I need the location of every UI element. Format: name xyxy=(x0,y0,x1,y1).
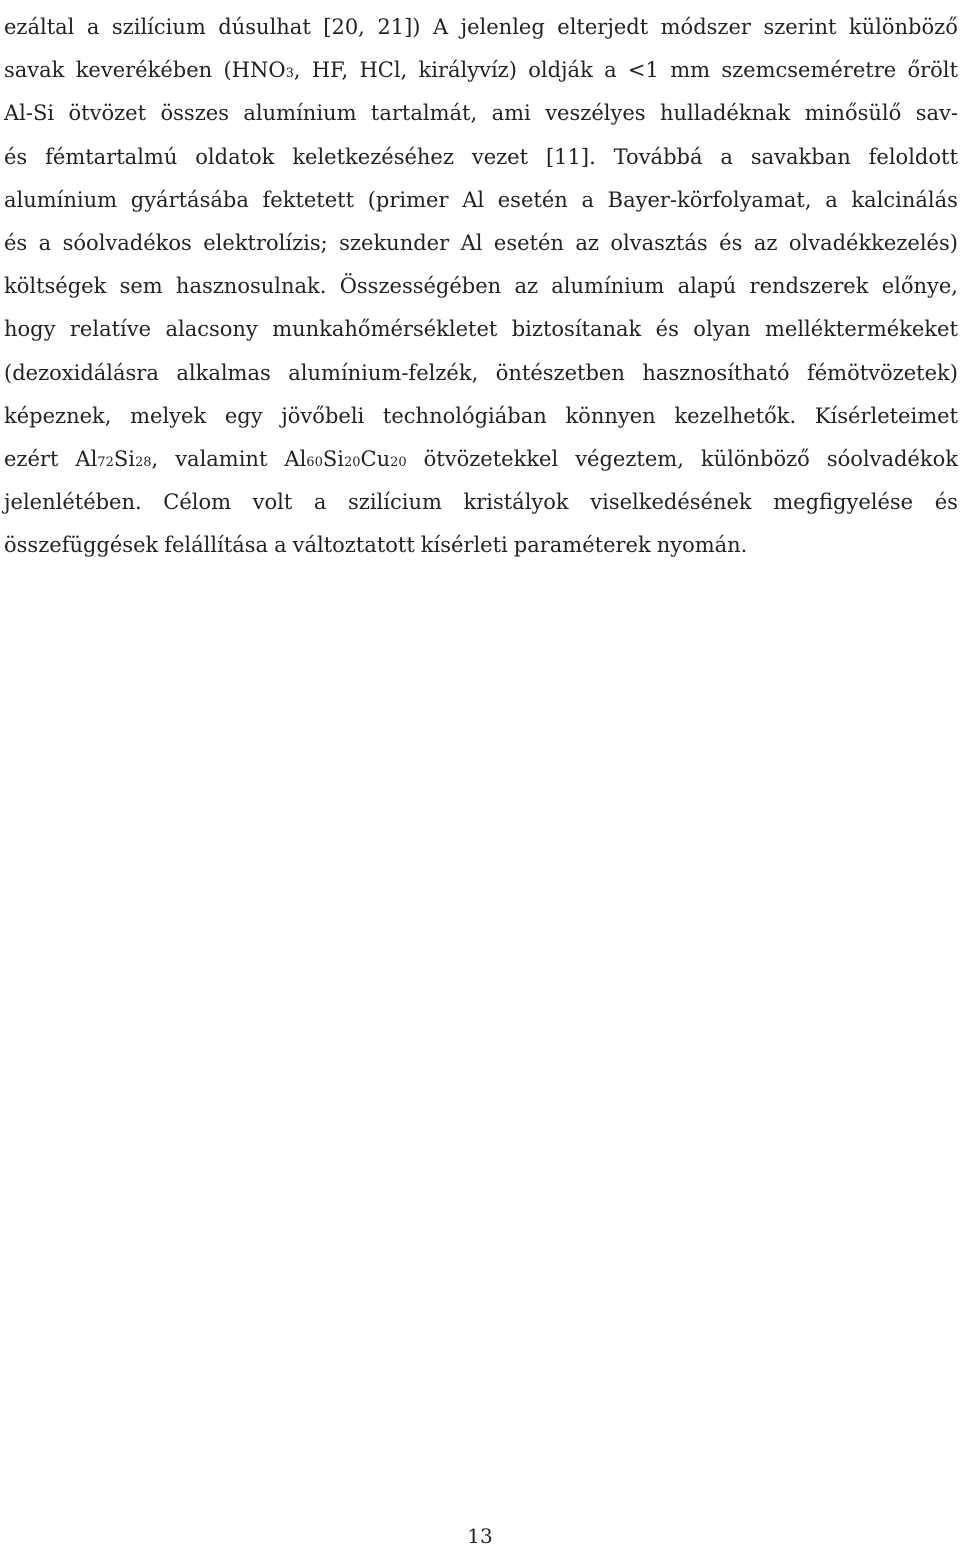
text-word: Kísérleteimet xyxy=(814,403,958,428)
text-word: őrölt xyxy=(907,58,958,83)
text-word: ötvözet xyxy=(68,101,147,126)
text-word: munkahőmérsékletet xyxy=(272,317,498,342)
text-line xyxy=(4,179,958,222)
text-word: változtatott xyxy=(292,533,415,558)
text-word: és xyxy=(4,144,28,169)
text-word: relatíve xyxy=(69,317,152,342)
text-word: jövőbeli xyxy=(281,403,365,428)
text-word: a xyxy=(581,187,594,212)
text-word: [11]. xyxy=(545,144,596,169)
text-word: szilícium xyxy=(111,15,206,39)
text-word: volt xyxy=(252,490,293,515)
text-word: , xyxy=(293,58,301,83)
text-line xyxy=(4,352,958,395)
text-word: melyek xyxy=(130,403,207,428)
text-word: 21]) xyxy=(377,15,421,39)
text-line xyxy=(4,481,958,524)
text-word: hogy xyxy=(4,317,56,342)
text-word: (HNO xyxy=(223,58,286,83)
text-word: módszer xyxy=(660,15,751,39)
text-word: kísérleti xyxy=(420,533,508,558)
text-word: vezet xyxy=(471,144,529,169)
page-number: 13 xyxy=(467,1524,493,1548)
text-word: esetén xyxy=(493,230,564,255)
text-word: nyomán. xyxy=(656,533,748,558)
text-word: kristályok xyxy=(463,490,569,515)
text-word: Összességében xyxy=(339,274,502,299)
text-word: sav- xyxy=(915,101,958,126)
text-word: Si xyxy=(322,446,344,471)
text-word: valamint xyxy=(175,446,268,471)
text-word: (dezoxidálásra xyxy=(4,360,159,385)
text-word: öntészetben xyxy=(495,360,625,385)
text-word: Al xyxy=(462,187,485,212)
text-word: jelenleg xyxy=(460,15,545,39)
text-word: ötvözetekkel xyxy=(423,446,559,471)
text-word: gyártásába xyxy=(130,187,249,212)
text-word: oldatok xyxy=(195,144,275,169)
text-word: alkalmas xyxy=(176,360,271,385)
text-word: Bayer-körfolyamat, xyxy=(607,187,812,212)
text-word: Si xyxy=(113,446,135,471)
text-word: végeztem, xyxy=(575,446,684,471)
text-word: szilícium xyxy=(348,490,442,515)
text-word: sem xyxy=(119,274,163,299)
text-word: a xyxy=(825,187,838,212)
text-word xyxy=(284,438,406,481)
text-word: egy xyxy=(224,403,263,428)
text-word: 20 xyxy=(343,454,361,470)
text-word: Al xyxy=(75,446,98,471)
text-word: alapú xyxy=(677,274,737,299)
text-word: ezáltal xyxy=(4,15,75,39)
text-word: viselkedésének xyxy=(590,490,752,515)
text-word: és xyxy=(655,317,679,342)
text-word: tartalmát, xyxy=(370,101,478,126)
text-word: alumínium xyxy=(551,274,665,299)
text-word: szekunder xyxy=(339,230,450,255)
text-word: savak xyxy=(4,58,65,83)
text-word: alacsony xyxy=(165,317,258,342)
text-word: (primer xyxy=(367,187,449,212)
text-word: [20, xyxy=(323,15,365,39)
text-word: A xyxy=(432,15,449,39)
text-word: könnyen xyxy=(565,403,656,428)
text-word: fektetett xyxy=(262,187,355,212)
text-word xyxy=(223,49,300,92)
text-word: felállítása xyxy=(164,533,269,558)
text-word: 3 xyxy=(285,66,294,82)
text-word: és xyxy=(934,490,958,515)
text-word: keletkezéséhez xyxy=(292,144,454,169)
text-word: olyan xyxy=(693,317,751,342)
text-word: Cu xyxy=(360,446,391,471)
text-word: , xyxy=(151,446,159,471)
text-word: esetén xyxy=(497,187,568,212)
text-line xyxy=(4,308,958,351)
text-word: elektrolízis; xyxy=(203,230,328,255)
text-word: az xyxy=(753,230,778,255)
text-word: ami xyxy=(491,101,531,126)
text-word xyxy=(75,438,158,481)
text-word: alumínium-felzék, xyxy=(288,360,479,385)
text-word: 60 xyxy=(306,454,323,470)
text-line xyxy=(4,49,958,92)
text-word: olvasztás xyxy=(610,230,708,255)
text-word: különböző xyxy=(848,15,958,39)
text-word: melléktermékeket xyxy=(764,317,958,342)
text-word: biztosítanak xyxy=(511,317,642,342)
text-line xyxy=(4,222,958,265)
text-word: Al xyxy=(460,230,483,255)
text-word: a xyxy=(274,533,287,558)
text-word: összefüggések xyxy=(4,533,159,558)
text-word: HCl, xyxy=(359,58,408,83)
text-word: hasznosulnak. xyxy=(175,274,327,299)
text-word: megfigyelése xyxy=(773,490,914,515)
text-word: feloldott xyxy=(868,144,958,169)
text-word: Célom xyxy=(163,490,232,515)
text-line xyxy=(4,438,958,481)
text-word: mm xyxy=(670,58,711,83)
text-word: 72 xyxy=(97,454,114,470)
text-word: szemcseméretre xyxy=(721,58,897,83)
text-word: dúsulhat xyxy=(218,15,311,39)
text-word: ezért xyxy=(4,446,59,471)
text-line xyxy=(4,395,958,438)
text-word: rendszerek xyxy=(749,274,869,299)
text-word: technológiában xyxy=(382,403,547,428)
text-line xyxy=(4,524,958,567)
text-word: minősülő xyxy=(804,101,902,126)
text-word: elterjedt xyxy=(557,15,649,39)
text-word: előnye, xyxy=(881,274,958,299)
text-line xyxy=(4,6,958,49)
text-word: hasznosítható xyxy=(642,360,790,385)
text-word: paraméterek xyxy=(513,533,651,558)
text-word: különböző xyxy=(700,446,810,471)
text-word: alumínium xyxy=(4,187,118,212)
text-word: szerint xyxy=(763,15,837,39)
text-word: az xyxy=(575,230,599,255)
text-word: a xyxy=(720,144,733,169)
text-word: az xyxy=(514,274,539,299)
text-word: kalcinálás xyxy=(851,187,958,212)
text-word: Al xyxy=(284,446,307,471)
text-word: és xyxy=(719,230,743,255)
text-word: képeznek, xyxy=(4,403,112,428)
text-word: alumínium xyxy=(243,101,357,126)
text-word: kezelhetők. xyxy=(674,403,797,428)
text-word: a xyxy=(38,230,52,255)
text-word: összes xyxy=(160,101,229,126)
text-word: HF, xyxy=(311,58,349,83)
text-word: savakban xyxy=(750,144,851,169)
text-word: hulladéknak xyxy=(659,101,791,126)
text-line xyxy=(4,265,958,308)
text-word: sóolvadékos xyxy=(62,230,192,255)
text-word: veszélyes xyxy=(545,101,646,126)
text-word: Továbbá xyxy=(613,144,703,169)
text-word: a xyxy=(604,58,617,83)
text-word: keverékében xyxy=(75,58,213,83)
text-word: 20 xyxy=(390,454,407,470)
text-word: olvadékkezelés) xyxy=(788,230,958,255)
text-word: a xyxy=(86,15,100,39)
text-line xyxy=(4,136,958,179)
text-line xyxy=(4,92,958,135)
text-word: fémtartalmú xyxy=(45,144,178,169)
text-word: a xyxy=(313,490,327,515)
text-word: 28 xyxy=(134,454,152,470)
text-word: jelenlétében. xyxy=(4,490,142,515)
text-word: <1 xyxy=(627,58,659,83)
text-word: oldják xyxy=(528,58,593,83)
text-word: költségek xyxy=(4,274,107,299)
body-paragraph xyxy=(4,6,958,567)
text-word: Al-Si xyxy=(4,101,55,126)
text-word: és xyxy=(4,230,28,255)
text-word: fémötvözetek) xyxy=(806,360,958,385)
text-word: sóolvadékok xyxy=(826,446,958,471)
text-word: királyvíz) xyxy=(418,58,517,83)
